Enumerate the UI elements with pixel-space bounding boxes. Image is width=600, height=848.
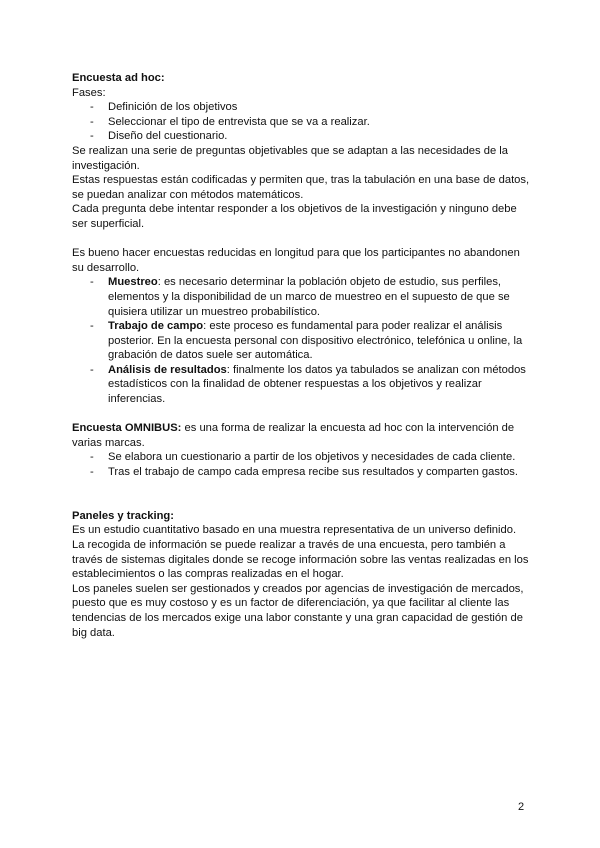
list-item: - Diseño del cuestionario. — [72, 129, 532, 144]
omnibus-list — [72, 450, 532, 479]
page-content — [72, 71, 532, 640]
omnibus-paragraph — [72, 421, 532, 450]
fases-list — [72, 100, 532, 144]
list-item — [72, 275, 532, 319]
list-item: - Se elabora un cuestionario a partir de los objetivos y necesidades de cada cliente. — [72, 450, 532, 465]
list-item — [72, 319, 532, 363]
term-description: : finalmente los datos ya tabulados se analizan con métodos estadísticos con la finalidad de obtener respuestas a los objetivos y realizar inferencias. — [108, 363, 526, 406]
list-item — [72, 363, 532, 407]
page-number: 2 — [518, 801, 525, 813]
phases-detail-list — [72, 275, 532, 406]
section-title-paneles-y-tracking: Paneles y tracking: — [72, 509, 174, 522]
term-muestreo: Muestreo — [108, 276, 158, 289]
paragraph: Los paneles suelen ser gestionados y creados por agencias de investigación de mercados, puesto que es muy costoso y es un factor de diferenciación, ya que facilitar al cliente las tendencias de los mercados exige una labor constante y una gran capacidad de gestión de big data. — [72, 582, 524, 639]
term-description: : este proceso es fundamental para poder realizar el análisis posterior. En la encuesta personal con dispositivo electrónico, telefónica u online, la grabación de datos suele ser automática. — [108, 320, 523, 362]
term-analisis-de-resultados: Análisis de resultados — [108, 363, 227, 376]
term-description: : es necesario determinar la población objeto de estudio, sus perfiles, elementos y la disponibilidad de un marco de muestreo en el supuesto de que se quisiera utilizar un muestreo probabilístico. — [108, 276, 510, 318]
section-title-encuesta-ad-hoc: Encuesta ad hoc: — [72, 72, 165, 84]
list-item: - Definición de los objetivos — [72, 100, 532, 115]
omnibus-intro: es una forma de realizar la encuesta ad hoc con la intervención de varias marcas. — [72, 422, 515, 449]
list-item: - Tras el trabajo de campo cada empresa recibe sus resultados y comparten gastos. — [72, 465, 532, 480]
paragraph: La recogida de información se puede realizar a través de una encuesta, pero también a través de sistemas digitales donde se recoge información sobre las ventas realizadas en los establecimientos o las compras realizadas en el hogar. — [72, 539, 529, 581]
paragraph: Es un estudio cuantitativo basado en una muestra representativa de un universo definido. — [72, 524, 517, 537]
list-item: - Seleccionar el tipo de entrevista que se va a realizar. — [72, 115, 532, 130]
term-trabajo-de-campo: Trabajo de campo — [108, 320, 204, 333]
paragraph: Es bueno hacer encuestas reducidas en longitud para que los participantes no abandonen su desarrollo. — [72, 247, 520, 274]
paragraph: Cada pregunta debe intentar responder a los objetivos de la investigación y ninguno debe ser superficial. — [72, 203, 517, 230]
fases-label: Fases: — [72, 86, 106, 99]
paragraph: Se realizan una serie de preguntas objetivables que se adaptan a las necesidades de la investigación. — [72, 144, 508, 172]
section-title-encuesta-omnibus: Encuesta OMNIBUS: — [72, 422, 182, 435]
paragraph: Estas respuestas están codificadas y permiten que, tras la tabulación en una base de datos, se puedan analizar con métodos matemáticos. — [72, 174, 530, 201]
